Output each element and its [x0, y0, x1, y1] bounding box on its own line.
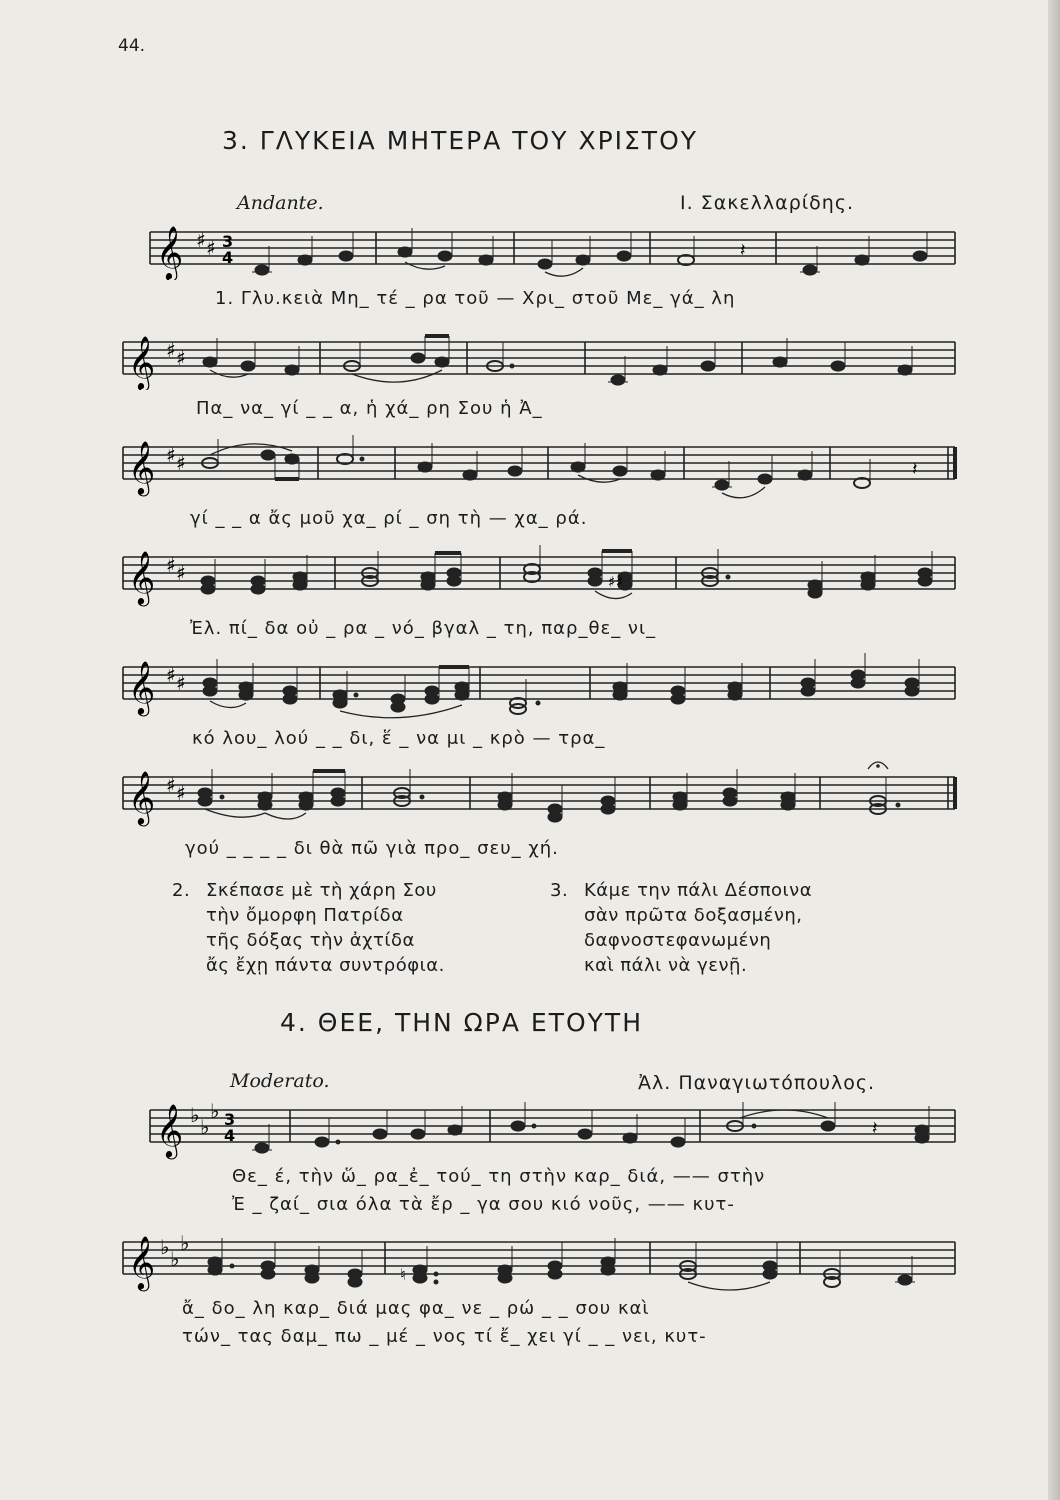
svg-text:♭: ♭	[160, 1235, 170, 1259]
svg-text:♯: ♯	[166, 553, 176, 577]
page-number: 44.	[118, 36, 146, 56]
svg-text:𝄽: 𝄽	[740, 240, 746, 261]
svg-text:3: 3	[224, 1110, 236, 1129]
svg-text:♯: ♯	[176, 671, 186, 695]
svg-text:♯: ♯	[176, 451, 186, 475]
verse-line: τὴν ὄμορφη Πατρίδα	[206, 905, 404, 926]
svg-text:♮: ♮	[400, 1265, 406, 1284]
svg-text:♯: ♯	[176, 346, 186, 370]
svg-text:𝄞: 𝄞	[128, 770, 156, 824]
svg-text:♭: ♭	[210, 1099, 220, 1123]
svg-text:♯: ♯	[608, 573, 616, 591]
music-staff	[0, 1220, 1060, 1295]
tempo-marking: Andante.	[237, 192, 324, 214]
svg-text:𝄽: 𝄽	[912, 459, 918, 480]
music-staff	[0, 535, 1060, 610]
svg-text:♯: ♯	[176, 781, 186, 805]
composer-credit: Ἀλ. Παναγιωτόπουλος.	[638, 1072, 876, 1094]
svg-text:𝄽: 𝄽	[872, 1118, 878, 1139]
music-staff	[0, 1088, 1060, 1160]
verse-line: δαφνοστεφανωμένη	[584, 930, 772, 951]
svg-text:♯: ♯	[166, 338, 176, 362]
lyric-line: γού _ _ _ _ δι θὰ πῶ γιὰ προ_ σευ_ χή.	[185, 838, 559, 859]
lyric-line: τών_ τας δαμ_ πω _ μέ _ νος τί ἔ_ χει γί _ _ νει, κυτ-	[182, 1326, 707, 1347]
music-staff	[0, 425, 1060, 500]
verse-line: σὰν πρῶτα δοξασμένη,	[584, 905, 803, 926]
lyric-line: Πα_ να_ γί _ _ α, ἡ χά_ ρη Σου ἡ Ἀ_	[196, 398, 543, 419]
lyric-line: γί _ _ α ἄς μοῦ χα_ ρί _ ση τὴ — χα_ ρά.	[190, 508, 588, 529]
svg-text:♯: ♯	[176, 561, 186, 585]
svg-text:♭: ♭	[170, 1247, 180, 1271]
svg-text:♭: ♭	[190, 1103, 200, 1127]
svg-text:3: 3	[222, 232, 234, 251]
svg-text:𝄞: 𝄞	[128, 335, 156, 389]
lyric-line: ἄ_ δο_ λη καρ_ διά μας φα_ νε _ ρώ _ _ σου καὶ	[182, 1298, 650, 1319]
svg-text:♯: ♯	[206, 236, 216, 260]
song-title: 4. ΘΕΕ, ΤΗΝ ΩΡΑ ΕΤΟΥΤΗ	[280, 1008, 643, 1037]
music-staff	[0, 210, 1060, 280]
svg-text:𝄞: 𝄞	[156, 225, 184, 279]
composer-credit: Ι. Σακελλαρίδης.	[680, 192, 855, 214]
verse-line: Σκέπασε μὲ τὴ χάρη Σου	[206, 880, 437, 901]
verse-line: Κάμε την πάλι Δέσποινα	[584, 880, 813, 901]
verse-line: καὶ πάλι νὰ γενῇ.	[584, 955, 748, 976]
svg-text:♯: ♯	[166, 773, 176, 797]
verse-number: 2.	[172, 880, 191, 901]
music-staff	[0, 645, 1060, 720]
svg-text:♭: ♭	[180, 1231, 190, 1255]
svg-text:4: 4	[224, 1126, 236, 1145]
svg-text:𝄞: 𝄞	[128, 550, 156, 604]
svg-text:𝄞: 𝄞	[128, 660, 156, 714]
lyric-line: Ἐλ. πί_ δα οὐ _ ρα _ νό_ βγαλ _ τη, παρ_θε_ νι_	[190, 618, 657, 639]
lyric-line: 1. Γλυ.κειὰ Μη_ τέ _ ρα τοῦ — Χρι_ στοῦ Με_ γά_ λη	[215, 288, 736, 309]
svg-text:♯: ♯	[196, 228, 206, 252]
music-staff	[0, 320, 1060, 390]
tempo-marking: Moderato.	[230, 1070, 330, 1092]
verse-line: τῆς δόξας τὴν ἀχτίδα	[206, 930, 415, 951]
svg-text:𝄞: 𝄞	[128, 1235, 156, 1289]
music-staff	[0, 755, 1060, 830]
svg-text:♯: ♯	[166, 443, 176, 467]
svg-text:𝄞: 𝄞	[156, 1103, 184, 1157]
svg-text:𝄞: 𝄞	[128, 440, 156, 494]
lyric-line: Ἐ _ ζαί_ σια όλα τὰ ἔρ _ γα σου κιό νοῦς, —— κυτ-	[232, 1194, 735, 1215]
svg-text:♭: ♭	[200, 1115, 210, 1139]
svg-text:♯: ♯	[166, 663, 176, 687]
lyric-line: κό λου_ λού _ _ δι, ἕ _ να μι _ κρὸ — τρα_	[192, 728, 606, 749]
verse-number: 3.	[550, 880, 569, 901]
song-title: 3. ΓΛΥΚΕΙΑ ΜΗΤΕΡΑ ΤΟΥ ΧΡΙΣΤΟΥ	[222, 126, 699, 155]
svg-text:4: 4	[222, 248, 234, 267]
svg-text:♯: ♯	[616, 573, 624, 591]
lyric-line: Θε_ έ, τὴν ὥ_ ρα_ἐ_ τού_ τη στὴν καρ_ διά, —— στὴν	[232, 1166, 766, 1187]
verse-line: ἄς ἔχῃ πάντα συντρόφια.	[206, 955, 445, 976]
